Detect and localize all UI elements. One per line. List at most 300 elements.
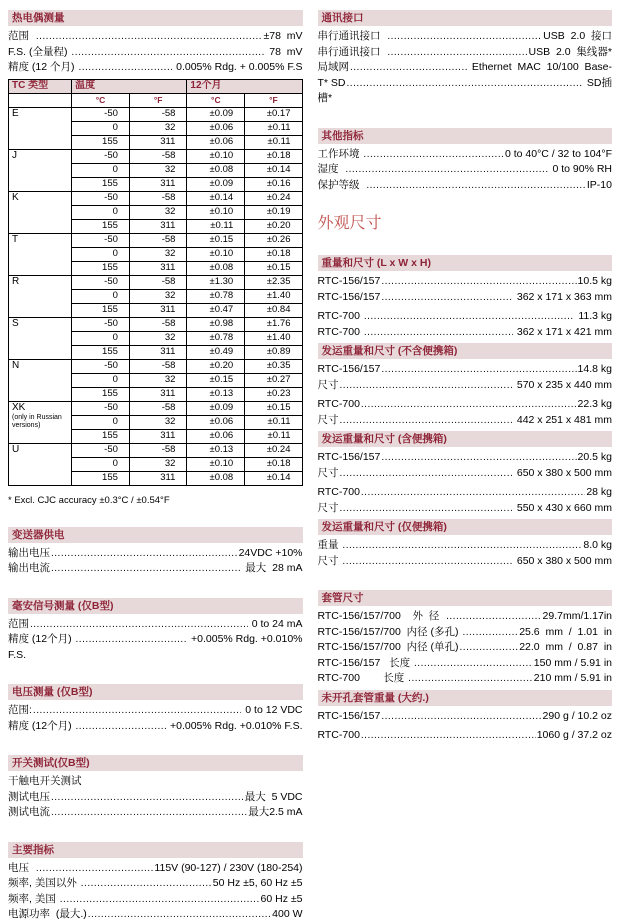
tc-type-label: K	[12, 191, 19, 203]
spec-value: 150 mm / 5.91 in	[533, 656, 612, 669]
dot-leader	[381, 362, 576, 378]
spec-line	[318, 162, 613, 178]
dot-leader	[381, 290, 513, 306]
spec-line	[8, 876, 303, 892]
spec-label: RTC-156/157	[317, 275, 381, 287]
table-cell: -58	[129, 275, 187, 289]
spec-label: 槽*	[317, 92, 333, 104]
spec-line	[318, 45, 613, 61]
section-undrilled-well-weight	[318, 690, 613, 744]
spec-line	[8, 617, 303, 633]
spec-line	[318, 413, 613, 429]
table-cell: 155	[72, 261, 130, 275]
table-cell: 155	[72, 303, 130, 317]
table-cell: ±0.06	[187, 135, 245, 149]
table-cell: ±0.08	[187, 471, 245, 485]
table-cell: -58	[129, 191, 187, 205]
table-cell: 155	[72, 135, 130, 149]
spec-label: RTC-700	[317, 486, 360, 498]
table-cell: ±0.14	[245, 163, 302, 177]
spec-value: 0 to 90% RH	[549, 163, 612, 175]
spec-label: 范围	[8, 617, 29, 630]
dot-leader	[36, 861, 154, 877]
spec-line	[8, 561, 303, 577]
section-switch-test	[8, 755, 303, 821]
table-cell: -50	[72, 107, 130, 121]
spec-line	[8, 907, 303, 923]
tc-type-label: XK	[12, 401, 26, 413]
section-header: 重量和尺寸 (L x W x H)	[318, 255, 613, 271]
spec-value: 8.0 kg	[583, 539, 612, 551]
table-cell: 311	[129, 471, 187, 485]
table-cell: 155	[72, 471, 130, 485]
table-cell: ±0.11	[245, 415, 302, 429]
table-cell: 155	[72, 429, 130, 443]
table-cell: ±0.11	[245, 121, 302, 135]
unit-header: °C	[187, 93, 245, 107]
spec-line	[318, 466, 613, 482]
section-well-dimensions	[318, 590, 613, 687]
table-cell: 0	[72, 331, 130, 345]
dot-leader	[361, 485, 585, 501]
dot-leader	[446, 609, 541, 625]
spec-label: RTC-700 长度	[317, 672, 408, 684]
spec-label: 精度 (12 个月)	[8, 61, 78, 73]
tc-type-cell	[9, 233, 72, 275]
spec-label: 串行通讯接口	[317, 45, 387, 58]
spec-value: 最大2.5 mA	[248, 806, 303, 818]
table-cell: ±0.18	[245, 149, 302, 163]
spec-label: 保护等级	[317, 178, 366, 191]
spec-value: 最大 28 mA	[242, 562, 303, 574]
table-cell: 0	[72, 289, 130, 303]
tc-type-cell	[9, 107, 72, 149]
table-cell: ±0.17	[245, 107, 302, 121]
section-shipping-case-only	[318, 519, 613, 569]
left-column	[8, 10, 303, 923]
table-cell: 311	[129, 177, 187, 191]
table-cell: ±2.35	[245, 275, 302, 289]
dot-leader	[78, 60, 172, 76]
spec-line	[318, 362, 613, 378]
table-cell: ±0.47	[187, 303, 245, 317]
table-cell: ±1.30	[187, 275, 245, 289]
table-cell: ±0.84	[245, 303, 302, 317]
spec-line	[8, 719, 303, 735]
spec-line	[318, 609, 613, 625]
spec-line	[318, 554, 613, 570]
table-cell: 0	[72, 415, 130, 429]
spec-value: 22.3 kg	[577, 398, 612, 410]
table-row	[9, 233, 303, 247]
table-cell: ±0.13	[187, 387, 245, 401]
table-cell: ±0.11	[245, 135, 302, 149]
section-main-specs	[8, 842, 303, 923]
spec-line	[318, 656, 613, 672]
tc-type-label: T	[12, 233, 19, 245]
tc-type-note: (only in Russian versions)	[12, 413, 62, 429]
dot-leader	[88, 907, 271, 923]
unit-header-blank	[9, 93, 72, 107]
table-cell: 32	[129, 457, 187, 471]
tc-type-cell	[9, 443, 72, 485]
spec-value: 11.3 kg	[575, 310, 612, 322]
dot-leader	[364, 325, 513, 341]
table-cell: 311	[129, 429, 187, 443]
spec-label: 测试电流	[8, 806, 50, 818]
spec-line	[8, 60, 303, 76]
table-cell: 311	[129, 261, 187, 275]
dot-leader	[460, 640, 519, 656]
tc-type-label: E	[12, 107, 19, 119]
dot-leader	[361, 397, 577, 413]
spec-line	[318, 450, 613, 466]
dot-leader	[347, 76, 583, 92]
table-cell: -58	[129, 443, 187, 457]
spec-line	[318, 397, 613, 413]
spec-label: 范围:	[8, 704, 32, 716]
dot-leader	[76, 632, 188, 648]
table-header-row	[9, 79, 303, 93]
spec-label: RTC-156/157	[317, 451, 381, 463]
tc-type-cell	[9, 359, 72, 401]
section-header: 发运重量和尺寸 (不含便携箱)	[318, 343, 613, 359]
table-cell: -50	[72, 275, 130, 289]
table-cell: ±0.14	[245, 471, 302, 485]
spec-value: 10.5 kg	[577, 275, 612, 287]
col-header-12-months: 12个月	[187, 79, 302, 93]
table-cell: -50	[72, 443, 130, 457]
spec-value: 442 x 251 x 481 mm	[513, 413, 612, 426]
dot-leader	[350, 60, 468, 76]
table-cell: ±0.11	[187, 219, 245, 233]
unit-header: °F	[245, 93, 302, 107]
tc-type-cell	[9, 401, 72, 443]
spec-label: 湿度	[317, 163, 345, 175]
section-header: 主要指标	[8, 842, 303, 858]
table-cell: ±0.14	[187, 191, 245, 205]
tc-type-cell	[9, 317, 72, 359]
table-cell: ±0.35	[245, 359, 302, 373]
table-row	[9, 359, 303, 373]
tc-type-cell	[9, 149, 72, 191]
spec-label: 输出电流	[8, 562, 50, 574]
spec-value: 290 g / 10.2 oz	[542, 709, 612, 722]
spec-label: 尺寸	[317, 554, 342, 567]
dot-leader	[51, 561, 241, 577]
spec-value: 24VDC +10%	[238, 546, 303, 559]
spec-line	[318, 538, 613, 554]
spec-value: 0 to 24 mA	[248, 617, 303, 630]
table-cell: ±0.16	[245, 177, 302, 191]
section-header: 通讯接口	[318, 10, 613, 26]
dot-leader	[340, 378, 513, 394]
table-cell: 155	[72, 219, 130, 233]
table-row	[9, 317, 303, 331]
table-cell: ±1.40	[245, 289, 302, 303]
table-cell: ±1.76	[245, 317, 302, 331]
table-cell: ±0.24	[245, 443, 302, 457]
spec-label: 局域网	[317, 61, 349, 73]
spec-line	[318, 60, 613, 76]
spec-label: T* SD	[317, 76, 346, 89]
spec-label: 测试电压	[8, 790, 50, 803]
section-voltage-measurement	[8, 684, 303, 734]
table-cell: 311	[129, 387, 187, 401]
spec-line	[318, 309, 613, 325]
dot-leader	[71, 45, 265, 61]
spec-label: 电压	[8, 861, 35, 874]
section-header: 电压测量 (仅B型)	[8, 684, 303, 700]
dot-leader	[36, 29, 263, 45]
table-cell: 155	[72, 387, 130, 401]
table-cell: 0	[72, 121, 130, 135]
spec-label: RTC-156/157	[317, 709, 381, 722]
section-header: 未开孔套管重量 (大约.)	[318, 690, 613, 706]
table-cell: ±0.15	[187, 373, 245, 387]
spec-value: 650 x 380 x 500 mm	[513, 554, 612, 567]
section-header: 毫安信号测量 (仅B型)	[8, 598, 303, 614]
spec-value: 22.0 mm / 0.87 in	[519, 641, 612, 653]
spec-line	[8, 546, 303, 562]
table-row	[9, 107, 303, 121]
spec-label: F.S. (全量程)	[8, 45, 71, 58]
spec-label: 精度 (12个月)	[8, 719, 75, 732]
table-cell: 32	[129, 373, 187, 387]
table-cell: 32	[129, 121, 187, 135]
table-cell: 155	[72, 345, 130, 359]
table-cell: -50	[72, 401, 130, 415]
spec-value: 400 W	[272, 908, 303, 920]
table-cell: 311	[129, 135, 187, 149]
spec-line	[8, 45, 303, 61]
table-row	[9, 149, 303, 163]
spec-label: 电源功率 (最大.)	[8, 908, 87, 920]
table-cell: -50	[72, 359, 130, 373]
table-cell: ±0.15	[187, 233, 245, 247]
spec-value: 1060 g / 37.2 oz	[536, 729, 612, 741]
spec-value: 0.005% Rdg. + 0.005% F.S	[173, 61, 303, 73]
section-header: 其他指标	[318, 128, 613, 144]
table-cell: 0	[72, 205, 130, 219]
spec-label: RTC-156/157 长度	[317, 656, 414, 669]
dot-leader	[60, 892, 260, 908]
tc-type-label: U	[12, 443, 20, 455]
table-cell: ±0.08	[187, 163, 245, 177]
table-cell: ±0.26	[245, 233, 302, 247]
spec-line	[8, 861, 303, 877]
section-comm-interface	[318, 10, 613, 107]
spec-label: 重量	[317, 539, 342, 551]
spec-line	[318, 485, 613, 501]
col-header-temperature: 温度	[72, 79, 187, 93]
dot-leader	[345, 162, 548, 178]
spec-value: 550 x 430 x 660 mm	[513, 501, 612, 514]
table-cell: 155	[72, 177, 130, 191]
section-header: 热电偶测量	[8, 10, 303, 26]
table-cell: ±0.10	[187, 457, 245, 471]
spec-value: ±78 mV	[263, 30, 303, 42]
table-row	[9, 191, 303, 205]
spec-value: 570 x 235 x 440 mm	[513, 378, 612, 391]
spec-label: RTC-700	[317, 325, 363, 338]
section-shipping-with-case	[318, 431, 613, 516]
section-shipping-no-case	[318, 343, 613, 428]
spec-value: USB 2.0 接口	[543, 30, 612, 42]
spec-label: RTC-156/157	[317, 290, 381, 303]
spec-value: 0 to 40°C / 32 to 104°F	[504, 147, 612, 160]
table-cell: ±0.09	[187, 401, 245, 415]
table-cell: ±0.20	[187, 359, 245, 373]
spec-label: 频率, 美国以外	[8, 877, 80, 889]
tc-accuracy-table	[8, 79, 303, 486]
dot-leader	[462, 625, 518, 641]
table-cell: ±0.24	[245, 191, 302, 205]
dot-leader	[381, 709, 541, 725]
table-row	[9, 401, 303, 415]
dot-leader	[340, 466, 513, 482]
dimensions-title: 外观尺寸	[317, 215, 382, 232]
spec-label: 频率, 美国	[8, 892, 59, 905]
section-transmitter-power	[8, 527, 303, 577]
table-cell: ±0.09	[187, 107, 245, 121]
spec-line	[318, 640, 613, 656]
table-cell: ±0.78	[187, 289, 245, 303]
table-cell: ±0.08	[187, 261, 245, 275]
table-cell: ±0.18	[245, 247, 302, 261]
spec-value: +0.005% Rdg. +0.010% F.S.	[167, 719, 303, 732]
spec-line	[318, 325, 613, 341]
table-cell: ±0.15	[245, 261, 302, 275]
spec-line	[318, 91, 613, 107]
dot-leader	[340, 501, 513, 517]
spec-line	[318, 671, 613, 687]
section-header: 发运重量和尺寸 (仅便携箱)	[318, 519, 613, 535]
spec-label: 尺寸	[317, 466, 339, 479]
spec-label: RTC-156/157/700 外 径	[317, 610, 446, 622]
spec-value: 362 x 171 x 363 mm	[513, 290, 612, 303]
table-cell: 0	[72, 163, 130, 177]
section-header: 发运重量和尺寸 (含便携箱)	[318, 431, 613, 447]
dot-leader	[381, 450, 576, 466]
spec-value: 14.8 kg	[577, 363, 612, 375]
spec-value: USB 2.0 集线器*	[528, 45, 612, 58]
dot-leader	[381, 274, 576, 290]
dot-leader	[51, 546, 238, 562]
dot-leader	[340, 413, 513, 429]
spec-label: F.S.	[8, 648, 27, 661]
tc-type-label: J	[12, 149, 17, 161]
tc-type-label: N	[12, 359, 20, 371]
table-cell: -50	[72, 317, 130, 331]
table-cell: ±0.13	[187, 443, 245, 457]
table-cell: ±0.10	[187, 149, 245, 163]
spec-line	[318, 147, 613, 163]
table-cell: 0	[72, 247, 130, 261]
section-other-specs	[318, 128, 613, 194]
spec-label: 尺寸	[317, 413, 339, 426]
table-cell: ±1.40	[245, 331, 302, 345]
dot-leader	[342, 538, 582, 554]
tc-type-label: R	[12, 275, 20, 287]
table-cell: -58	[129, 401, 187, 415]
spec-label: RTC-156/157	[317, 363, 381, 375]
spec-line	[318, 378, 613, 394]
spec-label: 输出电压	[8, 546, 50, 559]
dot-leader	[76, 719, 167, 735]
spec-label: 串行通讯接口	[317, 30, 387, 42]
spec-value: 115V (90-127) / 230V (180-254)	[154, 861, 303, 874]
table-cell: 32	[129, 415, 187, 429]
spec-value: Ethernet MAC 10/100 Base-	[469, 61, 612, 73]
spec-label: 工作环境	[317, 147, 363, 160]
spec-label: RTC-700	[317, 398, 360, 410]
table-cell: 0	[72, 373, 130, 387]
dot-leader	[51, 790, 244, 806]
spec-line	[318, 501, 613, 517]
table-cell: ±0.27	[245, 373, 302, 387]
spec-line	[318, 274, 613, 290]
tc-type-cell	[9, 275, 72, 317]
table-cell: ±0.18	[245, 457, 302, 471]
table-cell: ±0.10	[187, 247, 245, 261]
spec-line	[318, 728, 613, 744]
table-cell: ±0.10	[187, 205, 245, 219]
table-row	[9, 443, 303, 457]
dot-leader	[387, 29, 542, 45]
table-units-row	[9, 93, 303, 107]
spec-value: 60 Hz ±5	[260, 892, 303, 905]
spec-value: 20.5 kg	[577, 451, 612, 463]
table-cell: -50	[72, 191, 130, 205]
spec-label: RTC-156/157/700 内径 (多孔)	[317, 625, 462, 638]
table-cell: -50	[72, 233, 130, 247]
dot-leader	[414, 656, 533, 672]
table-cell: ±0.06	[187, 121, 245, 135]
spec-value: 29.7mm/1.17in	[542, 610, 612, 622]
spec-label: 尺寸	[317, 378, 339, 391]
table-cell: 32	[129, 289, 187, 303]
dot-leader	[30, 617, 248, 633]
spec-value: IP-10	[586, 178, 612, 191]
section-weight-and-size	[318, 255, 613, 340]
dot-leader	[361, 728, 536, 744]
table-cell: -58	[129, 149, 187, 163]
table-cell: ±0.06	[187, 429, 245, 443]
table-cell: 311	[129, 219, 187, 233]
cjc-footnote: * Excl. CJC accuracy ±0.3°C / ±0.54°F	[8, 494, 170, 506]
table-cell: ±0.98	[187, 317, 245, 331]
spec-line	[318, 178, 613, 194]
dot-leader	[364, 309, 575, 325]
dot-leader	[51, 805, 247, 821]
spec-value: 28 kg	[586, 486, 612, 498]
spec-line	[8, 805, 303, 821]
table-cell: ±0.09	[187, 177, 245, 191]
spec-line	[8, 648, 303, 664]
table-row	[9, 275, 303, 289]
spec-value: 50 Hz ±5, 60 Hz ±5	[212, 877, 303, 889]
dot-leader	[33, 703, 241, 719]
table-cell: ±0.11	[245, 429, 302, 443]
spec-value: 362 x 171 x 421 mm	[513, 325, 612, 338]
section-header: 套管尺寸	[318, 590, 613, 606]
table-cell: 32	[129, 331, 187, 345]
table-cell: -58	[129, 317, 187, 331]
section-header: 开关测试(仅B型)	[8, 755, 303, 771]
table-cell: 311	[129, 345, 187, 359]
spec-line	[8, 790, 303, 806]
